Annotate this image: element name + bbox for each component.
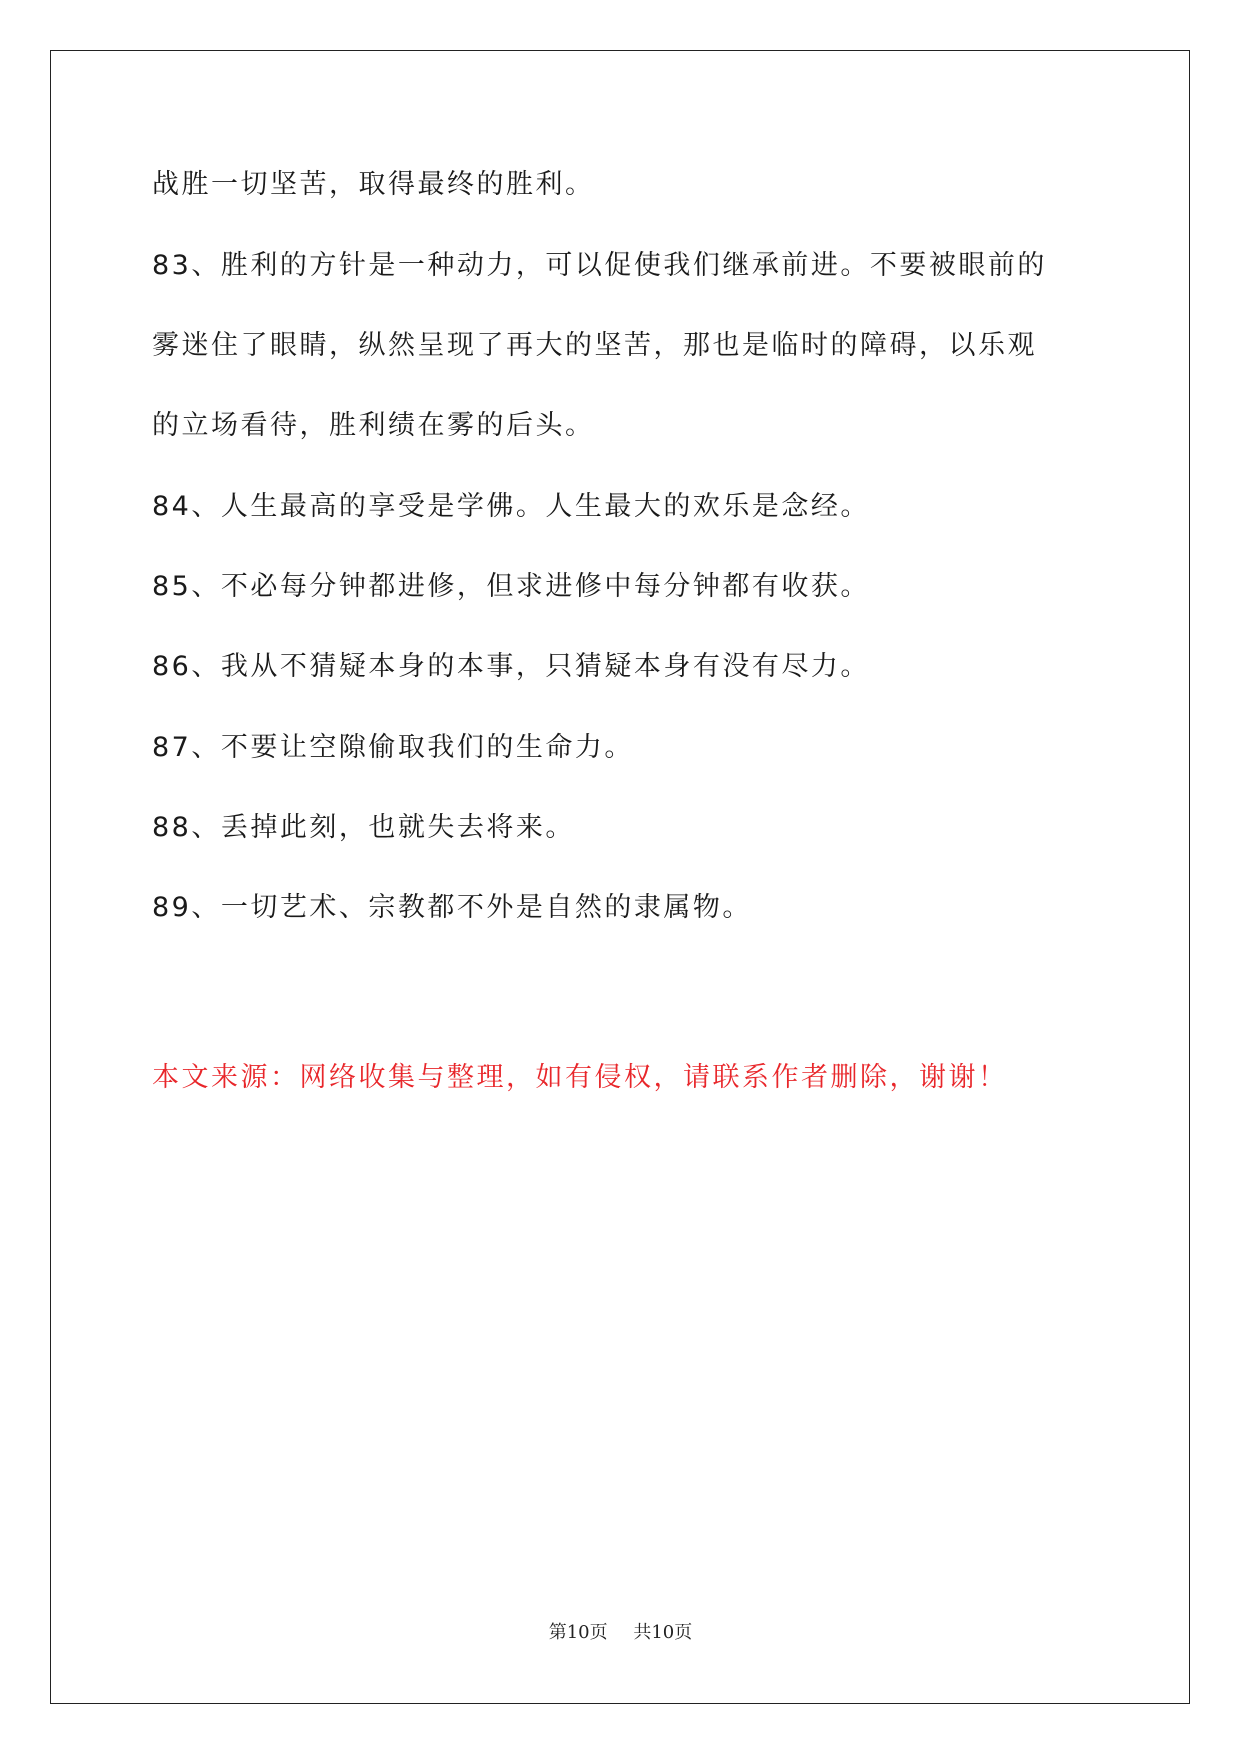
text-line: 89、一切艺术、宗教都不外是自然的隶属物。 bbox=[152, 892, 752, 923]
page-number-total: 共10页 bbox=[633, 1622, 693, 1643]
text-line: 87、不要让空隙偷取我们的生命力。 bbox=[152, 732, 634, 763]
page-number-current: 第10页 bbox=[548, 1622, 608, 1643]
text-line: 86、我从不猜疑本身的本事，只猜疑本身有没有尽力。 bbox=[152, 651, 870, 682]
page-footer bbox=[0, 1618, 1241, 1644]
text-line: 85、不必每分钟都进修，但求进修中每分钟都有收获。 bbox=[152, 571, 870, 602]
text-line: 88、丢掉此刻，也就失去将来。 bbox=[152, 812, 575, 843]
text-line: 的立场看待，胜利绩在雾的后头。 bbox=[152, 410, 595, 441]
page-border bbox=[50, 50, 1190, 1704]
text-line: 83、胜利的方针是一种动力，可以促使我们继承前进。不要被眼前的 bbox=[152, 250, 1047, 281]
text-line: 战胜一切坚苦，取得最终的胜利。 bbox=[152, 169, 595, 200]
text-line: 雾迷住了眼睛，纵然呈现了再大的坚苦，那也是临时的障碍，以乐观 bbox=[152, 330, 1037, 361]
text-line: 84、人生最高的享受是学佛。人生最大的欢乐是念经。 bbox=[152, 491, 870, 522]
source-note: 本文来源：网络收集与整理，如有侵权，请联系作者删除，谢谢！ bbox=[152, 1062, 1008, 1093]
